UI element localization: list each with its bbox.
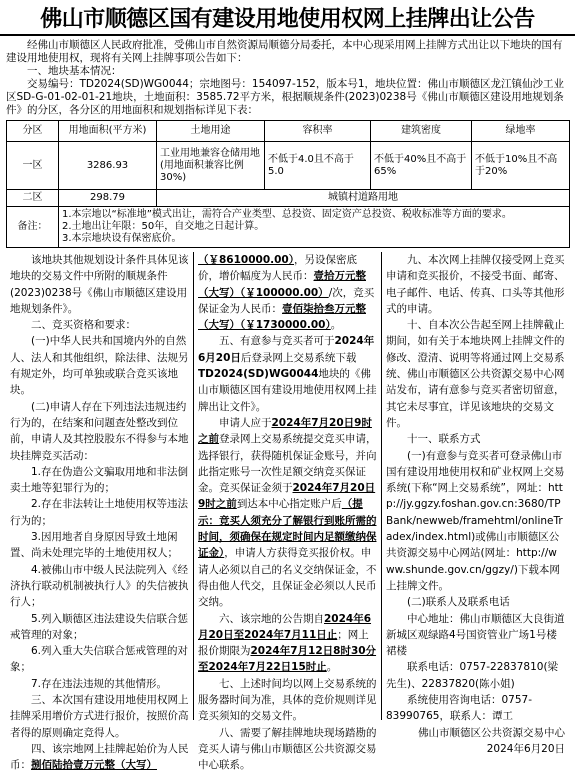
zone-cell: 二区 [7,190,59,207]
section-heading-land-info: 一、地块基本情况： [27,65,122,77]
text-span: /次，竞买保证金为人民币： [198,286,375,315]
paragraph [198,415,377,611]
paragraph: 十、自本次公告起至网上挂牌截止期间，如有关于本地块网上挂牌文件的修改、澄清、说明等将通过网上交易系统、佛山市顺德区公共资源交易中心网站发布，请有意参与竞买者密切留意，其它未尽事宜，详见该地块的交易文件。 [386,319,565,429]
remark-item: 2.土地出让年限：50年，自交地之日起计算。 [62,221,265,232]
start-price-figure: （￥8610000.00） [198,254,294,266]
section-heading: (二)联系人及联系电话 [407,596,510,609]
text-span: 。 [330,319,342,332]
zoning-table [6,120,570,248]
start-price-value: 捌佰陆拾壹万元整（大写） [31,759,157,772]
paragraph [10,741,189,774]
paragraph [198,611,377,676]
notice-period: 2024年6月20日至2024年7月11日止 [198,612,372,641]
column-middle [193,252,381,772]
body-columns [6,252,569,772]
table-row [7,142,570,190]
table-header: 分区 [7,121,59,142]
table-header: 用地面积(平方米) [59,121,157,142]
text-span: ，申请人方获得竞买报价权。申请人必须以自己的名义交纳保证金，不得由他人代交，且保证金必须以人民币交纳。 [198,547,377,609]
section-heading: 十一、联系方式 [407,433,481,446]
deposit-warning: （提示：竞买人须充分了解银行到账所需的时间，须确保在规定时间内足额缴纳保证金） [198,498,377,560]
address: 中心地址：佛山市顺德区大良街道新城区观绿路4号国资管业广场1号楼裙楼 [386,612,565,658]
deposit-value: 壹佰柒拾叁万元整（大写）（￥1730000.00） [198,302,366,332]
zone-cell: 一区 [7,142,59,190]
section-heading: 二、竞买资格和要求： [31,319,136,332]
intro-section [0,36,575,117]
text-span: 申请人应于 [219,416,272,429]
issue-date: 2024年6月20日 [486,742,565,755]
table-header: 土地用途 [157,121,265,142]
paragraph: (一)有意参与竞买者可登录佛山市国有建设用地使用权和矿业权网上交易系统(下称“网上交易系统”，网址：http://jy.ggzy.foshan.gov.cn:3680/TPBank/newweb/framehtml/onlineTradex/index.html)或佛山市顺德区公共资源交易中心网站(网址：http://www.shunde.gov.cn/ggzy/)下载本网上挂牌文件。 [386,449,565,592]
table-row [7,190,570,207]
paragraph: 九、本次网上挂牌仅接受网上竞买申请和竞买报价，不接受书面、邮寄、电子邮件、电话、传真、口头等其他形式的申请。 [386,254,565,315]
building-density-cell: 不低于40%且不高于65% [371,142,472,190]
text-span: 到达本中心指定账户后 [236,498,342,511]
text-span: 。 [326,661,338,674]
paragraph: 八、需要了解挂牌地块现场踏勘的竞买人请与佛山市顺德区公共资源交易中心联系。 [198,726,377,772]
text-span: 登录网上交易系统提交竞买申请，选择银行，获得随机保证金账号，并向此指定账号一次性足额交纳竞买保证金。竞买保证金须于 [198,433,377,495]
bidding-period: 2024年7月12日8时30分至2024年7月22日15时止 [198,645,377,674]
text-span: ；网上报价期限为 [198,628,369,658]
support-phone: 系统使用咨询电话：0757-83990765，联系人：谭工 [386,694,533,723]
download-date: 2024年6月20日 [198,335,375,364]
page-title: 佛山市顺德区国有建设用地使用权网上挂牌出让公告 [0,0,575,36]
land-use-cell: 城镇村道路用地 [157,190,570,207]
text-span: 地块的《佛山市顺德区国有建设用地使用权网上挂牌出让文件》。 [198,368,377,413]
list-item: 4.被佛山市中级人民法院列入《经济执行联动机制被执行人》的失信被执行人； [10,563,189,609]
trade-code: TD2024(SD)WG0044 [198,368,319,381]
column-right [381,252,569,755]
issuer-name: 佛山市顺德区公共资源交易中心 [418,726,565,739]
list-item: 2.存在非法转让土地使用权等违法行为的； [10,498,189,527]
list-item: 1.存在伪造公文骗取用地和非法倒卖土地等犯罪行为的； [10,465,189,495]
application-deadline: 2024年7月20日9时之前 [198,416,372,446]
start-price-label: 四、该宗地网上挂牌起始价为人民币： [10,742,189,772]
paragraph: 该地块其他规划设计条件具体见该地块的交易文件中所附的顺规条件(2023)0238号《佛山市顺德区建设用地规划条件》。 [10,254,189,315]
deposit-deadline: 2024年7月20日9时之前 [198,482,376,511]
remarks-row [7,207,570,248]
area-cell: 3286.93 [59,142,157,190]
remarks-cell [59,207,570,248]
table-header: 容积率 [265,121,371,142]
table-header: 建筑密度 [371,121,472,142]
text-span: 后登录网上交易系统下载 [240,351,357,364]
intro-paragraph: 经佛山市顺德区人民政府批准，受佛山市自然资源局顺德分局委托，本中心现采用网上挂牌方式出让以下地块的国有建设用地使用权，现将有关网上挂牌事项公告如下： [6,39,563,64]
paragraph: 七、上述时间均以网上交易系统的服务器时间为准，具体的竞价规则详见竞买须知的交易文件。 [198,677,377,723]
text-span: ，另设保密底价，增价幅度为人民币： [198,254,357,283]
paragraph [198,333,377,414]
list-item: 7.存在违法违规的其他情形。 [31,677,168,690]
increment-value: 壹拾万元整（大写）（￥100000.00） [198,270,366,299]
column-left [6,252,193,772]
area-cell: 298.79 [59,190,157,207]
list-item: 5.列入顺德区违法建设失信联合惩戒管理的对象； [10,612,189,641]
remark-item: 3.本宗地块设有保密底价。 [62,233,182,244]
paragraph: (一)中华人民共和国境内外的自然人、法人和其他组织，除法律、法规另有规定外，均可单独或联合竞买该地块。 [10,335,189,397]
table-header: 绿地率 [472,121,570,142]
land-details-paragraph: 交易编号：TD2024(SD)WG0044；宗地图号：154097-152，版本号1，地块位置：佛山市顺德区龙江镇仙沙工业区SD-G-01-02-01-21地块，土地面积：3585.72平方米，根据顺规条件(2023)0238号《佛山市顺德区建设用地规划条件》的分区，各分区的用地面积和规划指标详见下表： [6,78,564,116]
paragraph [198,252,377,333]
plot-ratio-cell: 不低于4.0且不高于5.0 [265,142,371,190]
green-ratio-cell: 不低于10%且不高于20% [472,142,570,190]
remark-item: 1.本宗地以“标准地”模式出让，需符合产业类型、总投资、固定资产总投资、税收标准等方面的要求。 [62,209,512,220]
paragraph: (二)申请人存在下列违法违规违约行为的，在结案和问题查处整改到位前，申请人及其控股股东不得参与本地块挂牌竞买活动： [10,400,189,462]
contact-phone: 联系电话：0757-22837810(梁先生)、22837820(陈小姐) [386,661,559,690]
list-item: 3.因用地者自身原因导致土地闲置、尚未处理完毕的土地使用权人； [10,531,178,560]
paragraph: 三、本次国有建设用地使用权网上挂牌采用增价方式进行报价，按照价高者得的原则确定竞得人。 [10,694,189,739]
land-use-cell: 工业用地兼容仓储用地(用地面积兼容比例30%) [157,142,265,190]
remarks-label: 备注： [7,207,59,248]
text-span: 五、有意参与竞买者可于 [219,335,335,348]
text-span: 六、该宗地的公告期自 [219,612,324,625]
table-header-row [7,121,570,142]
list-item: 6.列入重大失信联合惩戒管理的对象； [10,645,189,674]
